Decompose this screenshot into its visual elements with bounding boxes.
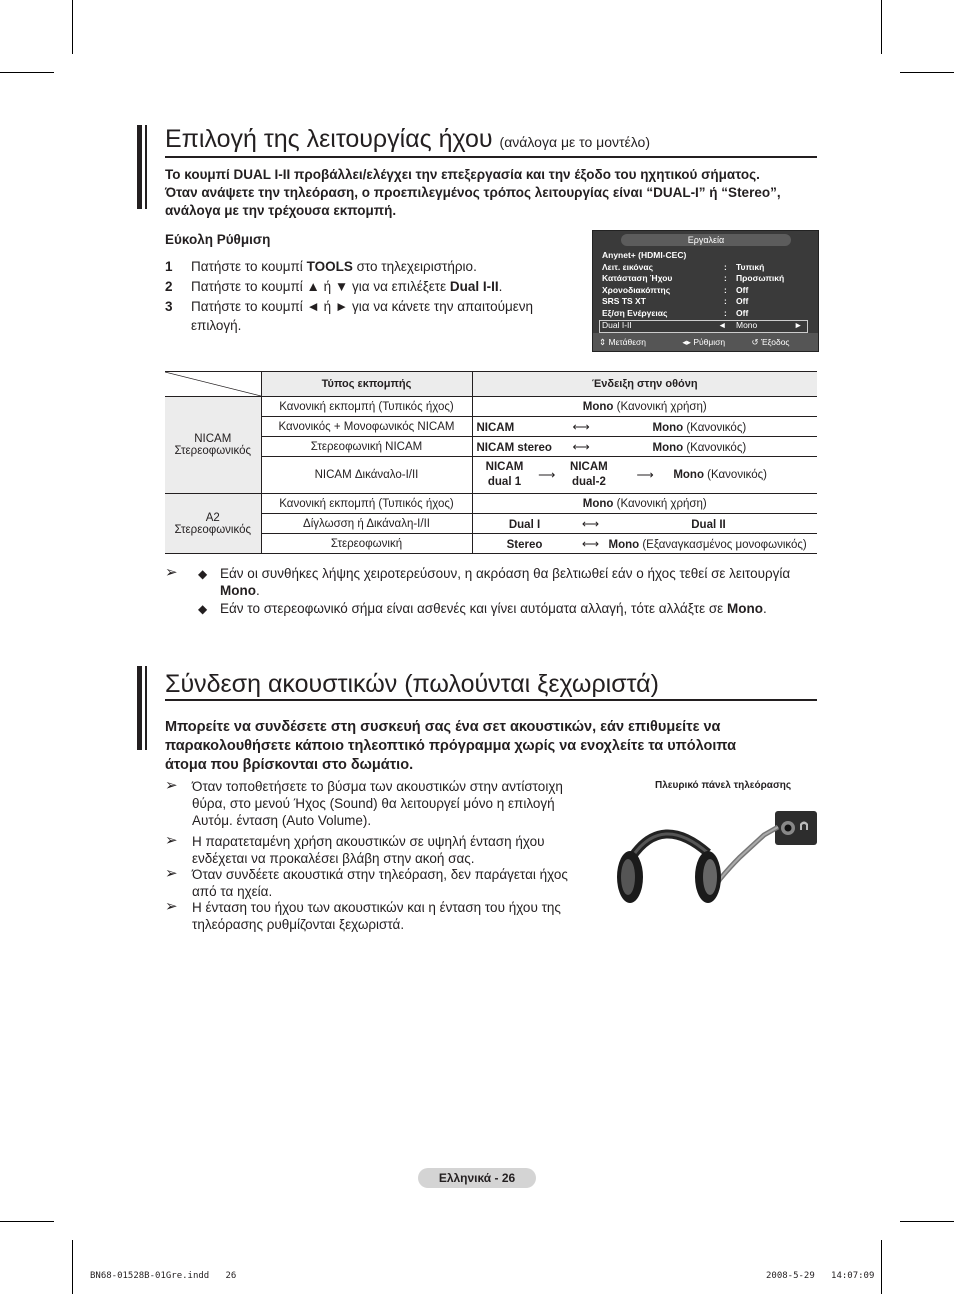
note-arrow-icon: ➢ [165,777,178,794]
headphones-illustration [612,805,822,910]
step-text: στο τηλεχειριστήριο. [352,259,477,274]
note-text: Εάν οι συνθήκες λήψης χειροτερεύσουν, η ακρόαση θα βελτιωθεί εάν ο ήχος τεθεί σε λειτουργία Mono. [220,566,791,598]
note-text: Όταν τοποθετήσετε το βύσμα των ακουστικών στην αντίστοιχη θύρα, στο μενού Ήχος (Sound) θα λειτουργεί μόνο η επιλογή Αυτόμ. ένταση (Auto Volume). [192,779,563,828]
note-arrow-icon: ➢ [165,865,178,882]
easy-setup-title: Εύκολη Ρύθμιση [165,232,271,247]
section-marker [145,666,147,750]
table-corner-cell [165,372,261,397]
table-row [165,417,817,437]
table-row [165,457,817,494]
osd-row: SRS TS XT : Off [602,296,749,306]
table-header: Τύπος εκπομπής [261,372,472,397]
osd-footer-move: Μετάθεση [608,337,647,347]
section-title: Σύνδεση ακουστικών (πωλούνται ξεχωριστά) [165,670,659,698]
file-slug: BN68-01528B-01Gre.indd 26 [90,1271,237,1281]
step-text: Πατήστε το κουμπί ▲ ή ▼ για να επιλέξετε [191,279,450,294]
tools-menu-screenshot [592,230,819,352]
step-keyword: TOOLS [306,259,353,274]
right-arrow-icon: ⟶ [538,468,556,482]
display-cell: NICAM stereo ⟷ Mono (Κανονικός) [472,437,817,457]
step-text: Πατήστε το κουμπί [191,259,307,274]
intro-line: Μπορείτε να συνδέσετε στη συσκευή σας ένα σετ ακουστικών, εάν επιθυμείτε να [165,719,721,735]
move-icon: ⇕ [599,337,607,347]
double-arrow-icon: ⟷ [572,419,590,434]
display-cell: NICAM dual 1 ⟶ NICAM dual-2 ⟶ Mono (Κανονικός) [472,457,817,494]
section-title-text: Επιλογή της λειτουργίας ήχου [165,125,493,153]
note-bullet: ◆ [198,567,208,581]
double-arrow-icon: ⟷ [572,439,590,454]
table-header-row [165,372,817,397]
osd-row-selected: Dual I-II ◄ Mono ► [602,320,803,330]
section-title-suffix: (ανάλογα με το μοντέλο) [499,134,651,150]
osd-row: Κατάσταση Ήχου : Προσωπική [602,273,785,283]
osd-item: Anynet+ (HDMI-CEC) [602,250,687,260]
intro-line: παρακολουθήσετε κάποιο τηλεοπτικό πρόγραμμα χωρίς να ενοχλείτε τα υπόλοιπα [165,738,737,754]
crop-mark [0,72,54,73]
crop-mark [72,0,73,54]
table-row [165,397,817,417]
step-text: Πατήστε το κουμπί ◄ ή ► για να κάνετε την απαιτούμενη επιλογή. [191,299,534,333]
note-arrow-icon: ➢ [165,564,178,581]
osd-footer-adjust: Ρύθμιση [693,337,726,347]
intro-line: άτομα που βρίσκονται στο δωμάτιο. [165,757,414,773]
broadcast-type: Κανονική εκπομπή (Τυπικός ήχος) [261,494,472,514]
note-text: Η παρατεταμένη χρήση ακουστικών σε υψηλή ένταση ήχου ενδέχεται να προκαλέσει βλάβη στην ακοή σας. [192,834,545,866]
page-number-badge: Ελληνικά - 26 [418,1168,536,1188]
osd-footer [593,333,818,351]
table-row [165,514,817,534]
broadcast-type: Δίγλωσση ή Δικάναλη-I/II [261,514,472,534]
section-intro [165,166,825,220]
osd-row: Εξ/ση Ενέργειας : Off [602,308,749,318]
step-text: . [498,279,503,294]
right-arrow-icon: ⟶ [636,468,654,482]
step [165,277,551,296]
display-cell: Stereo ⟷ Mono (Εξαναγκασμένος μονοφωνικός) [472,534,817,554]
section-marker [137,666,142,750]
note-arrow-icon: ➢ [165,832,178,849]
crop-mark [0,1221,54,1222]
section-title [165,125,650,154]
double-arrow-icon: ⟷ [581,536,600,551]
display-cell: NICAM ⟷ Mono (Κανονικός) [472,417,817,437]
note-bullet: ◆ [198,602,208,616]
broadcast-type: Στερεοφωνική [261,534,472,554]
step-number: 1 [165,259,173,274]
section-marker [145,125,147,209]
intro-line: ανάλογα με την τρέχουσα εκπομπή. [165,203,397,218]
osd-row: Χρονοδιακόπτης : Off [602,285,749,295]
broadcast-type: Κανονικός + Μονοφωνικός NICAM [261,417,472,437]
table-row [165,494,817,514]
osd-footer-exit: Έξοδος [761,337,790,347]
step [165,257,551,276]
intro-line: Το κουμπί DUAL I-II προβάλλει/ελέγχει την επεξεργασία και την έξοδο του ηχητικού σήματος. [165,167,760,182]
crop-mark [900,72,954,73]
osd-row: Λειτ. εικόνας : Τυπική [602,262,765,272]
adjust-icon: ◂▸ [682,337,691,347]
table-header: Ένδειξη στην οθόνη [472,372,817,397]
broadcast-type: NICAM Δικάναλο-I/II [261,457,472,494]
crop-mark [900,1221,954,1222]
group-label: NICAM Στερεοφωνικός [165,397,261,494]
section-rule [165,699,817,701]
double-arrow-icon: ⟷ [581,516,600,531]
section-rule [165,156,817,158]
step-number: 3 [165,299,173,314]
crop-mark [881,0,882,54]
section-intro [165,718,825,775]
display-cell: Mono (Κανονική χρήση) [472,494,817,514]
note-text: Εάν το στερεοφωνικό σήμα είναι ασθενές και γίνει αυτόματα αλλαγή, τότε αλλάξτε σε Mono. [220,601,767,616]
note-text: Όταν συνδέετε ακουστικά στην τηλεόραση, δεν παράγεται ήχος από τα ηχεία. [192,867,568,899]
note-text: Η ένταση του ήχου των ακουστικών και η ένταση του ήχου της τηλεόρασης ρυθμίζονται ξεχωριστά. [192,900,561,932]
return-icon: ↺ [751,337,759,347]
display-cell: Mono (Κανονική χρήση) [472,397,817,417]
broadcast-type: Στερεοφωνική NICAM [261,437,472,457]
step-number: 2 [165,279,173,294]
table-row [165,534,817,554]
osd-title: Εργαλεία [621,234,791,246]
step-keyword: Dual I-II [449,279,499,294]
date-slug: 2008-5-29 14:07:09 [766,1271,875,1281]
broadcast-table [165,372,817,554]
group-label: A2 Στερεοφωνικός [165,494,261,554]
right-arrow-icon: ► [794,320,803,330]
display-cell: Dual I ⟷ Dual II [472,514,817,534]
step [165,297,561,335]
table-row [165,437,817,457]
intro-line: Όταν ανάψετε την τηλεόραση, ο προεπιλεγμένος τρόπος λειτουργίας είναι “DUAL-I” ή “Stereo”, [165,185,781,200]
section-marker [137,125,142,209]
crop-mark [881,1240,882,1294]
figure-caption: Πλευρικό πάνελ τηλεόρασης [655,780,792,791]
left-arrow-icon: ◄ [718,320,727,330]
broadcast-type: Κανονική εκπομπή (Τυπικός ήχος) [261,397,472,417]
note-arrow-icon: ➢ [165,898,178,915]
crop-mark [72,1240,73,1294]
